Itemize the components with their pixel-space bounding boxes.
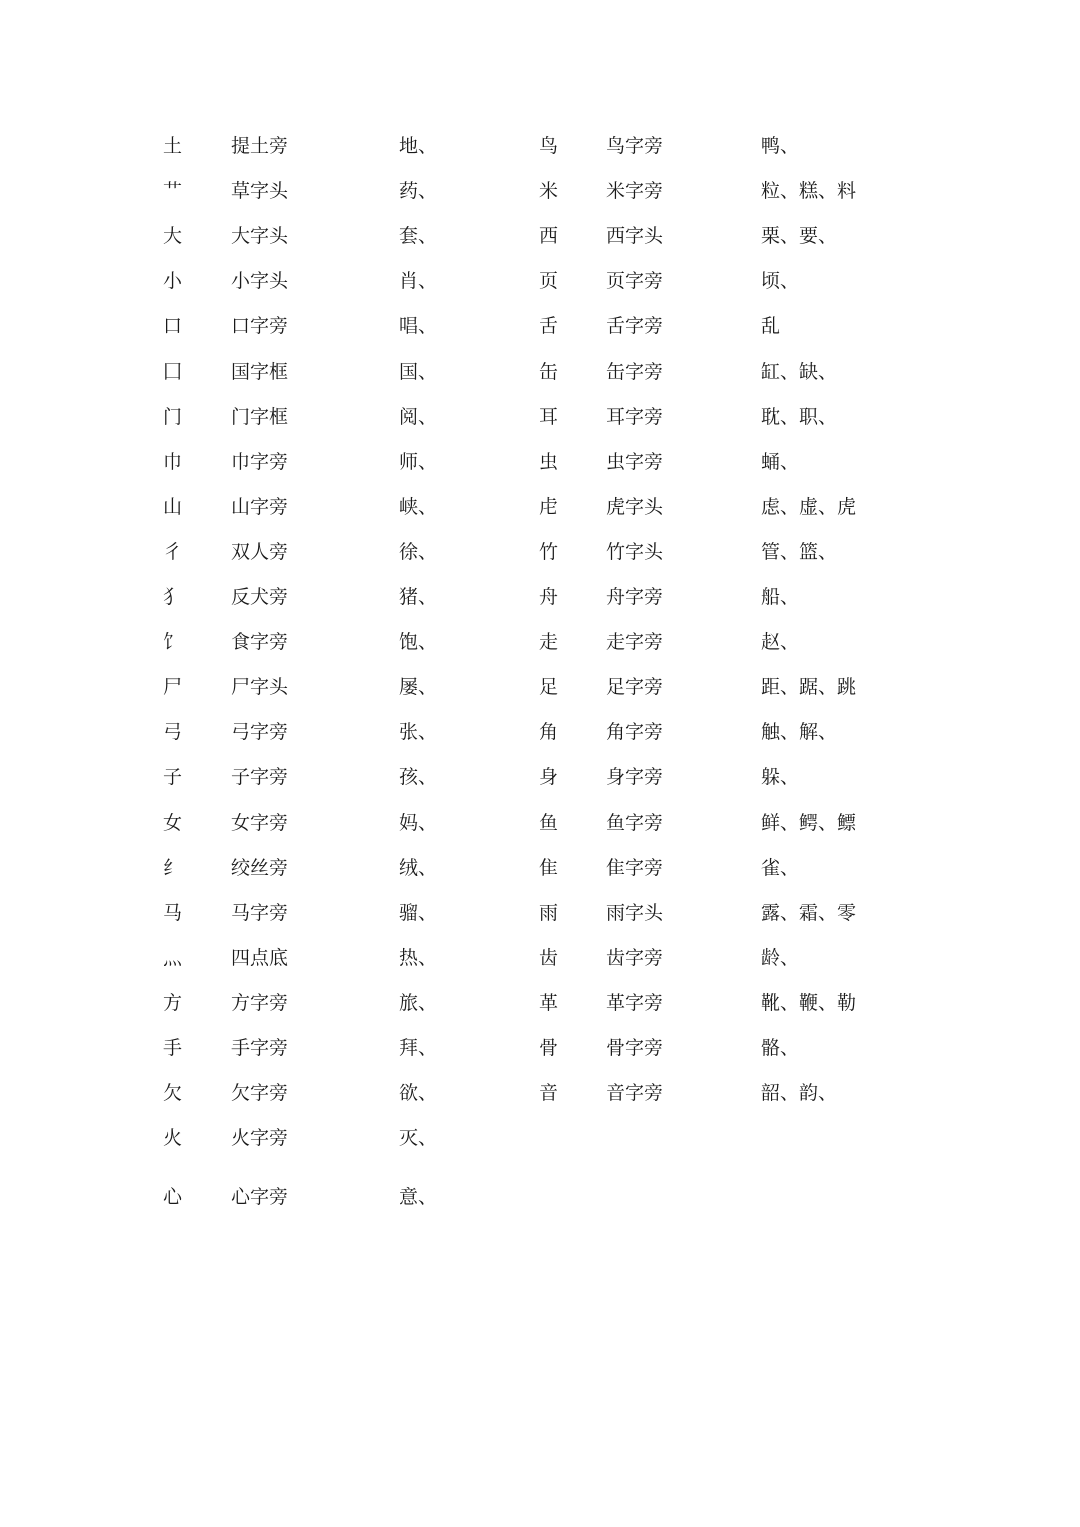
- right-examples-cell: 雀、: [761, 857, 800, 879]
- right-examples-cell: 虑、虚、虎: [761, 496, 857, 518]
- left-examples-cell: 灭、: [399, 1127, 438, 1149]
- left-radical-cell: 巾: [163, 451, 183, 473]
- right-radical-cell: 鱼: [539, 812, 559, 834]
- left-examples-cell: 药、: [399, 180, 438, 202]
- left-radical-cell: 门: [163, 406, 183, 428]
- left-radical-cell: 土: [163, 135, 183, 157]
- left-examples-cell: 唱、: [399, 315, 438, 337]
- left-examples-cell: 欲、: [399, 1082, 438, 1104]
- left-name-cell: 子字旁: [231, 766, 289, 788]
- left-radical-cell: 弓: [163, 721, 183, 743]
- left-radical-cell: 方: [163, 992, 183, 1014]
- right-name-cell: 革字旁: [606, 992, 664, 1014]
- left-name-cell: 口字旁: [231, 315, 289, 337]
- left-name-cell: 绞丝旁: [231, 857, 289, 879]
- right-examples-cell: 韶、韵、: [761, 1082, 838, 1104]
- right-radical-cell: 虫: [539, 451, 559, 473]
- right-name-cell: 隹字旁: [606, 857, 664, 879]
- right-name-cell: 走字旁: [606, 631, 664, 653]
- table-row: [0, 402, 1080, 432]
- table-row: [0, 627, 1080, 657]
- left-examples-cell: 地、: [399, 135, 438, 157]
- right-name-cell: 虎字头: [606, 496, 664, 518]
- left-name-cell: 尸字头: [231, 676, 289, 698]
- right-radical-cell: 耳: [539, 406, 559, 428]
- table-row: [0, 1078, 1080, 1108]
- table-row: [0, 447, 1080, 477]
- left-examples-cell: 国、: [399, 361, 438, 383]
- left-name-cell: 方字旁: [231, 992, 289, 1014]
- right-radical-cell: 西: [539, 225, 559, 247]
- left-name-cell: 马字旁: [231, 902, 289, 924]
- right-name-cell: 鱼字旁: [606, 812, 664, 834]
- right-radical-cell: 齿: [539, 947, 559, 969]
- left-name-cell: 草字头: [231, 180, 289, 202]
- left-examples-cell: 旅、: [399, 992, 438, 1014]
- table-row: [0, 357, 1080, 387]
- left-examples-cell: 阅、: [399, 406, 438, 428]
- left-name-cell: 手字旁: [231, 1037, 289, 1059]
- right-examples-cell: 蛹、: [761, 451, 800, 473]
- left-name-cell: 四点底: [231, 947, 289, 969]
- table-row: [0, 1123, 1080, 1153]
- right-radical-cell: 音: [539, 1082, 559, 1104]
- left-radical-cell: 女: [163, 812, 183, 834]
- right-radical-cell: 身: [539, 766, 559, 788]
- left-examples-cell: 意、: [399, 1186, 438, 1208]
- left-name-cell: 大字头: [231, 225, 289, 247]
- left-examples-cell: 拜、: [399, 1037, 438, 1059]
- right-examples-cell: 乱: [761, 315, 781, 337]
- right-name-cell: 角字旁: [606, 721, 664, 743]
- left-name-cell: 双人旁: [231, 541, 289, 563]
- right-name-cell: 音字旁: [606, 1082, 664, 1104]
- right-radical-cell: 舌: [539, 315, 559, 337]
- right-radical-cell: 竹: [539, 541, 559, 563]
- left-radical-cell: 尸: [163, 676, 183, 698]
- left-radical-cell: 小: [163, 270, 183, 292]
- left-name-cell: 食字旁: [231, 631, 289, 653]
- right-radical-cell: 雨: [539, 902, 559, 924]
- right-radical-cell: 缶: [539, 361, 559, 383]
- left-examples-cell: 骝、: [399, 902, 438, 924]
- table-row: [0, 762, 1080, 792]
- right-name-cell: 骨字旁: [606, 1037, 664, 1059]
- table-row: [0, 537, 1080, 567]
- left-radical-cell: 艹: [163, 180, 183, 202]
- right-examples-cell: 船、: [761, 586, 800, 608]
- left-examples-cell: 妈、: [399, 812, 438, 834]
- table-row: [0, 1033, 1080, 1063]
- left-radical-cell: 心: [163, 1186, 183, 1208]
- left-radical-cell: 纟: [163, 857, 183, 879]
- right-name-cell: 舟字旁: [606, 586, 664, 608]
- table-row: [0, 943, 1080, 973]
- left-examples-cell: 张、: [399, 721, 438, 743]
- left-examples-cell: 热、: [399, 947, 438, 969]
- left-name-cell: 小字头: [231, 270, 289, 292]
- right-name-cell: 雨字头: [606, 902, 664, 924]
- table-row: [0, 1182, 1080, 1212]
- right-radical-cell: 骨: [539, 1037, 559, 1059]
- left-radical-cell: 马: [163, 902, 183, 924]
- left-name-cell: 欠字旁: [231, 1082, 289, 1104]
- left-name-cell: 国字框: [231, 361, 289, 383]
- left-examples-cell: 峡、: [399, 496, 438, 518]
- left-radical-cell: 欠: [163, 1082, 183, 1104]
- left-name-cell: 巾字旁: [231, 451, 289, 473]
- table-row: [0, 717, 1080, 747]
- right-examples-cell: 距、踞、跳: [761, 676, 857, 698]
- right-radical-cell: 鸟: [539, 135, 559, 157]
- left-name-cell: 门字框: [231, 406, 289, 428]
- right-radical-cell: 页: [539, 270, 559, 292]
- right-examples-cell: 管、篮、: [761, 541, 838, 563]
- right-name-cell: 缶字旁: [606, 361, 664, 383]
- table-row: [0, 988, 1080, 1018]
- right-examples-cell: 鲜、鳄、鳔: [761, 812, 857, 834]
- right-radical-cell: 革: [539, 992, 559, 1014]
- right-name-cell: 西字头: [606, 225, 664, 247]
- left-radical-cell: 手: [163, 1037, 183, 1059]
- right-examples-cell: 触、解、: [761, 721, 838, 743]
- table-row: [0, 672, 1080, 702]
- table-row: [0, 176, 1080, 206]
- left-radical-cell: 犭: [163, 586, 183, 608]
- left-examples-cell: 绒、: [399, 857, 438, 879]
- left-name-cell: 山字旁: [231, 496, 289, 518]
- left-examples-cell: 师、: [399, 451, 438, 473]
- left-name-cell: 提土旁: [231, 135, 289, 157]
- right-radical-cell: 足: [539, 676, 559, 698]
- left-name-cell: 火字旁: [231, 1127, 289, 1149]
- right-radical-cell: 走: [539, 631, 559, 653]
- right-name-cell: 竹字头: [606, 541, 664, 563]
- left-radical-cell: 大: [163, 225, 183, 247]
- right-radical-cell: 虍: [539, 496, 559, 518]
- right-examples-cell: 缸、缺、: [761, 361, 838, 383]
- left-radical-cell: 山: [163, 496, 183, 518]
- table-row: [0, 853, 1080, 883]
- right-radical-cell: 米: [539, 180, 559, 202]
- left-examples-cell: 饱、: [399, 631, 438, 653]
- table-row: [0, 808, 1080, 838]
- left-examples-cell: 猪、: [399, 586, 438, 608]
- right-name-cell: 身字旁: [606, 766, 664, 788]
- right-name-cell: 足字旁: [606, 676, 664, 698]
- right-radical-cell: 舟: [539, 586, 559, 608]
- right-examples-cell: 耽、职、: [761, 406, 838, 428]
- left-radical-cell: 囗: [163, 361, 183, 383]
- right-name-cell: 虫字旁: [606, 451, 664, 473]
- left-radical-cell: 口: [163, 315, 183, 337]
- right-radical-cell: 隹: [539, 857, 559, 879]
- table-row: [0, 582, 1080, 612]
- left-examples-cell: 孩、: [399, 766, 438, 788]
- right-name-cell: 耳字旁: [606, 406, 664, 428]
- right-examples-cell: 躲、: [761, 766, 800, 788]
- left-examples-cell: 徐、: [399, 541, 438, 563]
- left-radical-cell: 子: [163, 766, 183, 788]
- table-row: [0, 898, 1080, 928]
- right-examples-cell: 露、霜、零: [761, 902, 857, 924]
- right-examples-cell: 赵、: [761, 631, 800, 653]
- right-examples-cell: 骼、: [761, 1037, 800, 1059]
- right-examples-cell: 鸭、: [761, 135, 800, 157]
- left-radical-cell: 灬: [163, 947, 183, 969]
- table-row: [0, 221, 1080, 251]
- right-examples-cell: 粒、糕、料: [761, 180, 857, 202]
- left-name-cell: 反犬旁: [231, 586, 289, 608]
- left-name-cell: 弓字旁: [231, 721, 289, 743]
- left-examples-cell: 肖、: [399, 270, 438, 292]
- right-examples-cell: 顷、: [761, 270, 800, 292]
- right-name-cell: 鸟字旁: [606, 135, 664, 157]
- left-name-cell: 心字旁: [231, 1186, 289, 1208]
- left-radical-cell: 火: [163, 1127, 183, 1149]
- right-radical-cell: 角: [539, 721, 559, 743]
- right-name-cell: 页字旁: [606, 270, 664, 292]
- table-row: [0, 311, 1080, 341]
- table-row: [0, 266, 1080, 296]
- right-examples-cell: 龄、: [761, 947, 800, 969]
- table-row: [0, 131, 1080, 161]
- left-examples-cell: 屡、: [399, 676, 438, 698]
- left-name-cell: 女字旁: [231, 812, 289, 834]
- left-radical-cell: 彳: [163, 541, 183, 563]
- table-row: [0, 492, 1080, 522]
- left-radical-cell: 饣: [163, 631, 183, 653]
- right-examples-cell: 靴、鞭、勒: [761, 992, 857, 1014]
- right-name-cell: 齿字旁: [606, 947, 664, 969]
- right-examples-cell: 栗、要、: [761, 225, 838, 247]
- right-name-cell: 米字旁: [606, 180, 664, 202]
- right-name-cell: 舌字旁: [606, 315, 664, 337]
- left-examples-cell: 套、: [399, 225, 438, 247]
